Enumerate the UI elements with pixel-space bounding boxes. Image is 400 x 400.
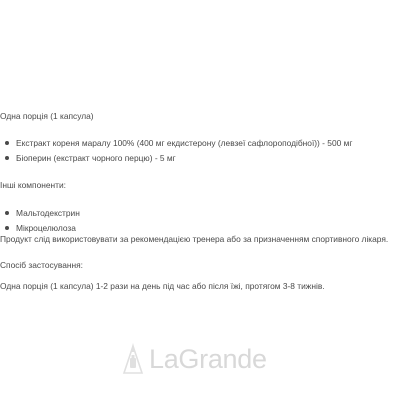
list-item [0, 138, 352, 153]
watermark [121, 341, 267, 377]
recommendation-text: Продукт слід використовувати за рекомендацією тренера або за призначенням спортивного лікаря. [0, 234, 389, 244]
bullet-icon [5, 226, 9, 230]
ingredients-list [0, 138, 352, 168]
usage-heading: Спосіб застосування: [0, 260, 83, 270]
bullet-icon [5, 141, 9, 145]
usage-text: Одна порція (1 капсула) 1-2 рази на день під час або після їжі, протягом 3-8 тижнів. [0, 281, 325, 291]
ingredient-text: Екстракт кореня маралу 100% (400 мг екдистерону (левзеї сафлороподібної)) - 500 мг [16, 138, 353, 148]
serving-heading: Одна порція (1 капсула) [0, 111, 94, 121]
component-text: Мікроцелюлоза [16, 223, 76, 233]
other-components-heading: Інші компоненти: [0, 180, 66, 190]
component-text: Мальтодекстрин [16, 208, 80, 218]
list-item [0, 208, 80, 223]
bullet-icon [5, 156, 9, 160]
lagrande-perfume-logo-icon [121, 342, 145, 376]
bullet-icon [5, 211, 9, 215]
watermark-text: LaGrande [149, 344, 267, 374]
ingredient-text: Біоперин (екстракт чорного перцю) - 5 мг [16, 153, 176, 163]
list-item [0, 153, 352, 168]
